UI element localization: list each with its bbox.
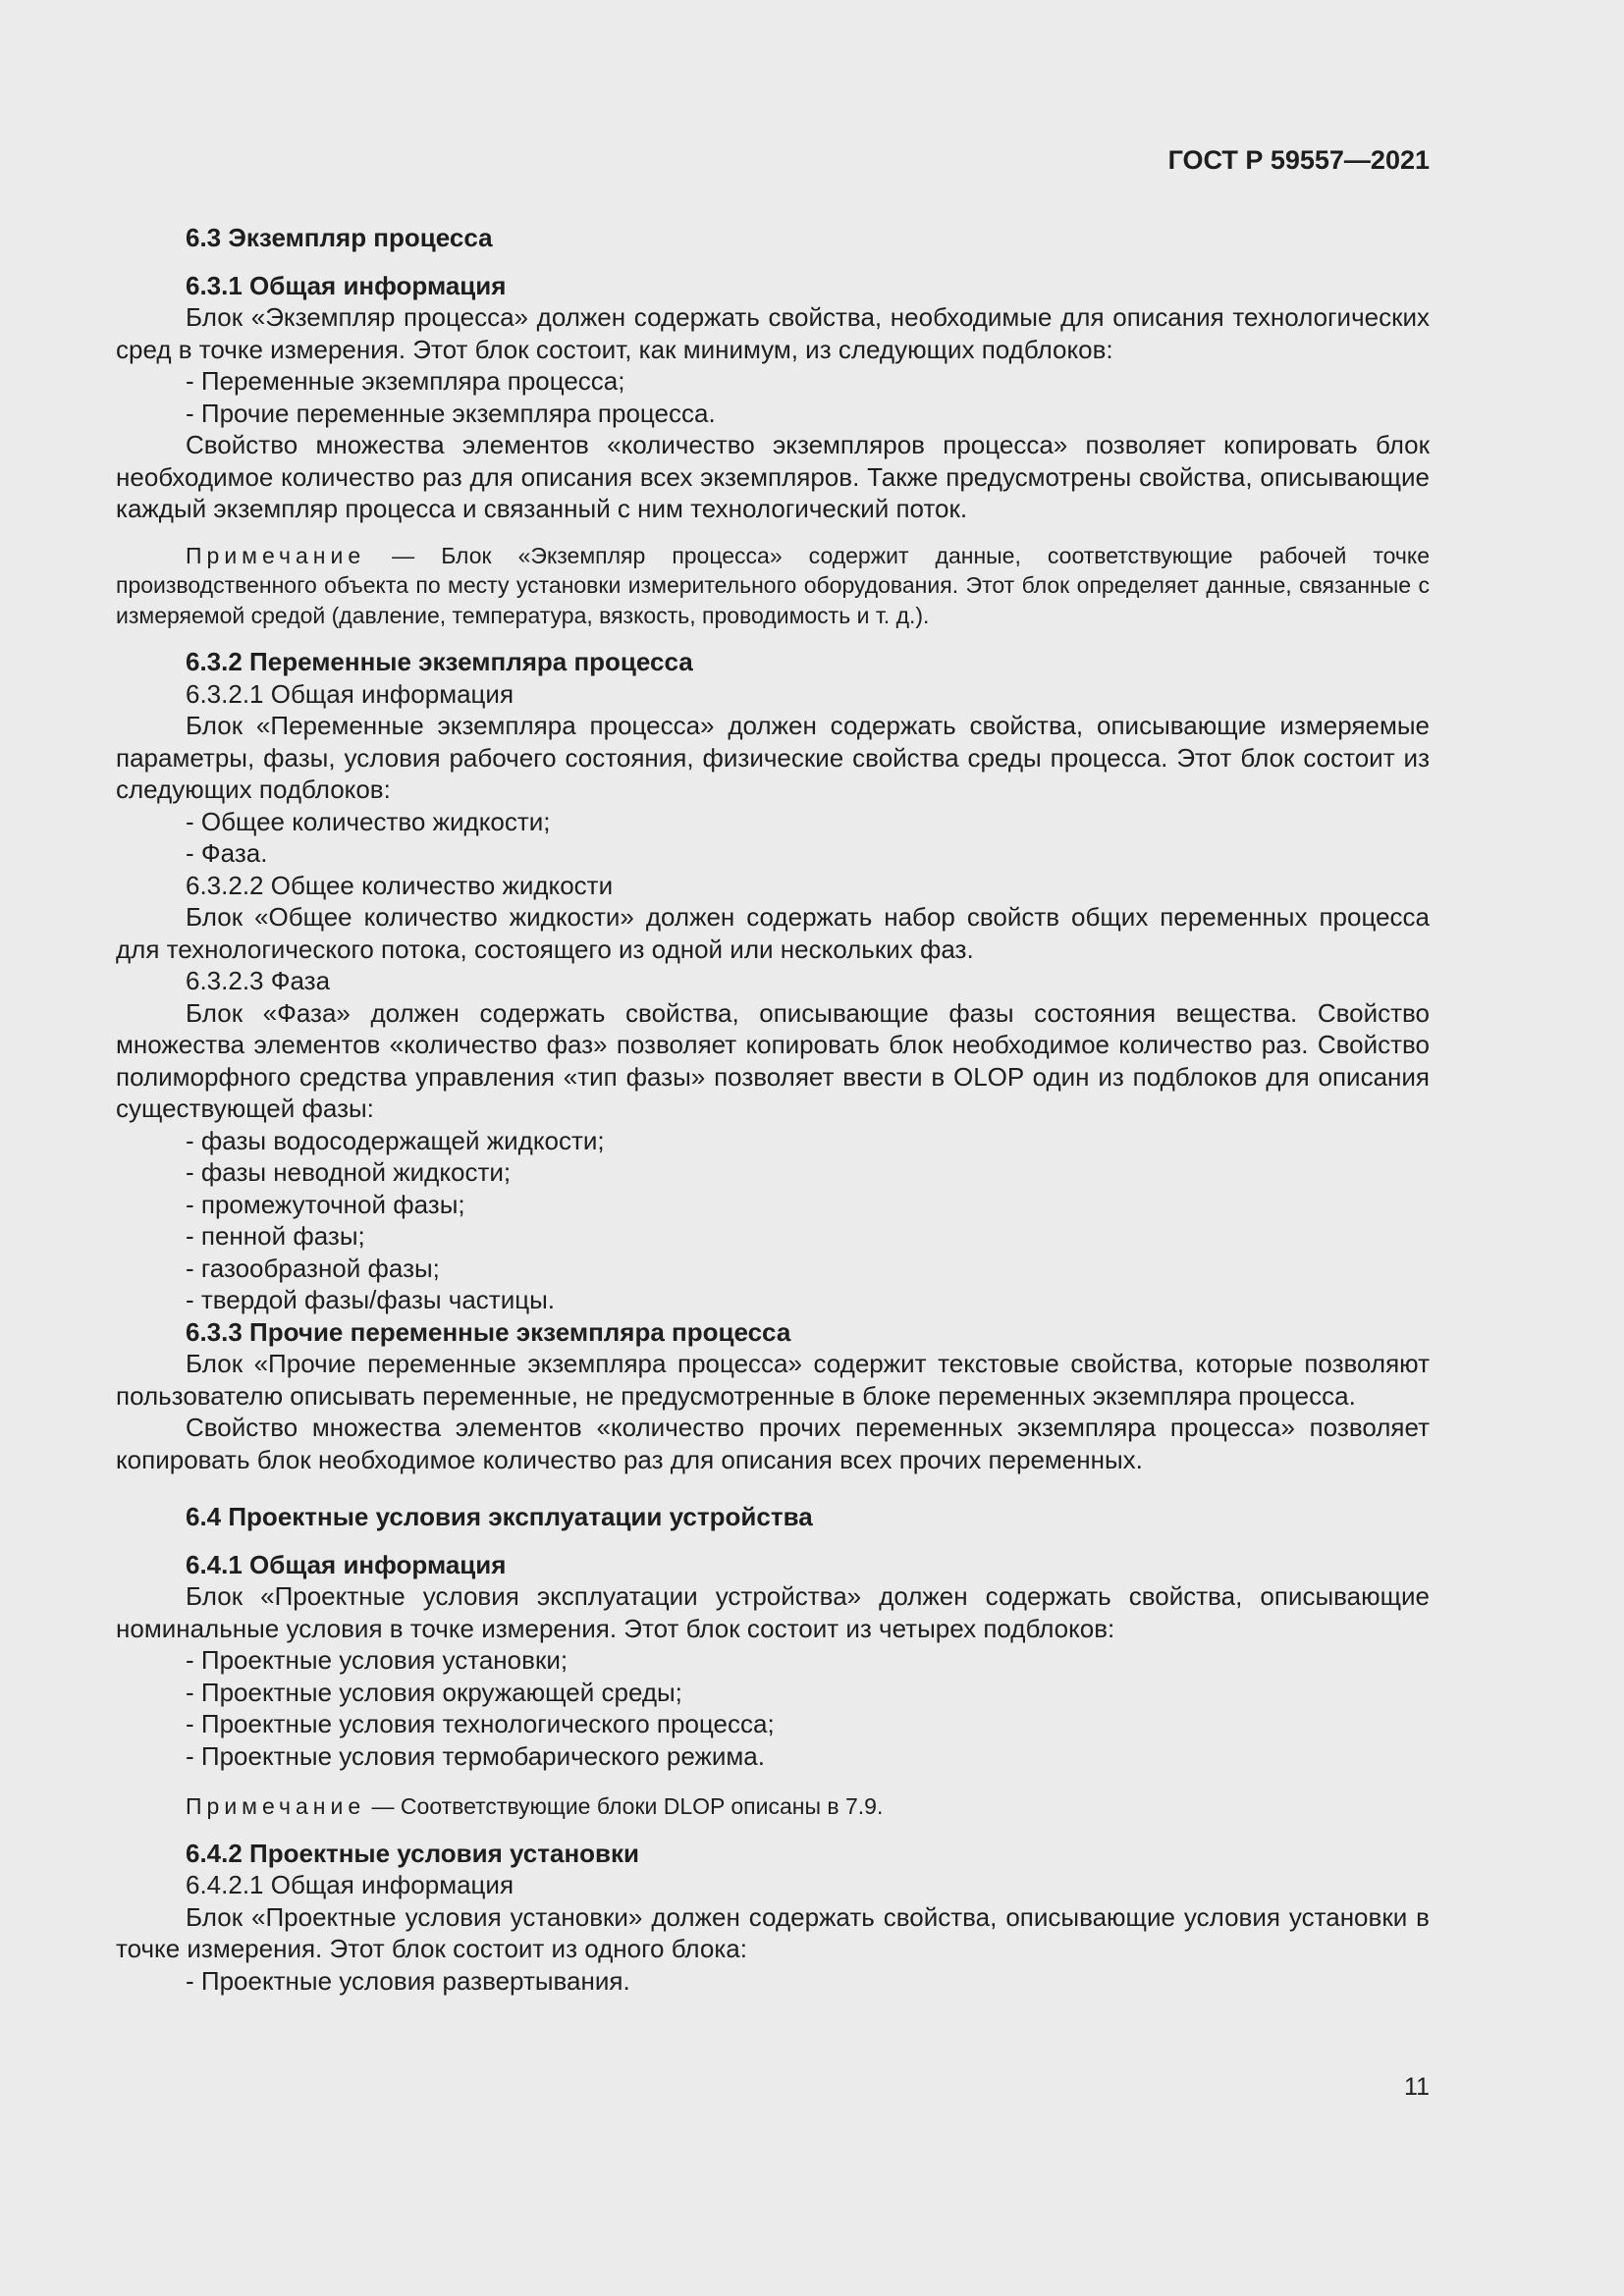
note [116,541,1430,631]
subsection-heading: 6.4.2 Проектные условия установки [186,1838,640,1868]
paragraph: Блок «Проектные условия установки» должен содержать свойства, описывающие условия установки в точке измерения. Этот блок состоит из одного блока: [116,1901,1430,1963]
paragraph: Свойство множества элементов «количество прочих переменных экземпляра процесса» позволяет копировать блок необходимое количество раз для описания всех прочих переменных. [116,1413,1430,1474]
list-item: - Общее количество жидкости; [186,806,551,836]
section-heading: 6.4 Проектные условия эксплуатации устройства [186,1502,813,1531]
subsection-heading: 6.3.3 Прочие переменные экземпляра процесса [186,1316,791,1347]
list-item: - промежуточной фазы; [186,1189,465,1219]
note-text: — Соответствующие блоки DLOP описаны в 7.9. [365,1793,884,1819]
subsection-heading: 6.3.2 Переменные экземпляра процесса [186,647,693,676]
list-item: - Проектные условия установки; [186,1645,568,1675]
section-heading: 6.3 Экземпляр процесса [186,223,493,252]
list-item: - Проектные условия развертывания. [186,1965,630,1996]
clause-heading: 6.3.2.1 Общая информация [186,678,514,709]
paragraph: Блок «Переменные экземпляра процесса» должен содержать свойства, описывающие измеряемые параметры, фазы, условия рабочего состояния, физические свойства среды процесса. Этот блок состоит из следующих подблоков: [116,711,1430,804]
page-content [116,222,1430,1997]
list-item: - фазы водосодержащей жидкости; [186,1125,605,1155]
note-label: Примечание [186,1793,366,1819]
list-item: - Прочие переменные экземпляра процесса. [186,398,716,428]
paragraph: Блок «Прочие переменные экземпляра процесса» содержит текстовые свойства, которые позволяют пользователю описывать переменные, не предусмотренные в блоке переменных экземпляра процесса. [116,1349,1430,1411]
note-text: — Блок «Экземпляр процесса» содержит данные, соответствующие рабочей точке производственного объекта по месту установки измерительного оборудования. Этот блок определяет данные, связанные с измеряемой средой (давление, температура, вязкость, проводимость и т. д.). [116,542,1430,628]
subsection-heading: 6.3.1 Общая информация [186,270,507,300]
paragraph: Блок «Фаза» должен содержать свойства, описывающие фазы состояния вещества. Свойство множества элементов «количество фаз» позволяет копировать блок необходимое количество раз. Свойство полиморфного средства управления «тип фазы» позволяет ввести в OLOP один из подблоков для описания существующей фазы: [116,997,1430,1123]
clause-heading: 6.3.2.2 Общее количество жидкости [186,870,614,900]
list-item: - пенной фазы; [186,1221,365,1251]
document-id: ГОСТ Р 59557—2021 [1167,145,1430,175]
paragraph: Блок «Экземпляр процесса» должен содержать свойства, необходимые для описания технологических сред в точке измерения. Этот блок состоит, как минимум, из следующих подблоков: [116,302,1430,364]
paragraph: Блок «Проектные условия эксплуатации устройства» должен содержать свойства, описывающие номинальные условия в точке измерения. Этот блок состоит из четырех подблоков: [116,1581,1430,1643]
list-item: - Проектные условия окружающей среды; [186,1677,682,1707]
list-item: - твердой фазы/фазы частицы. [186,1285,556,1314]
list-item: - Проектные условия технологического процесса; [186,1709,775,1738]
list-item: - Проектные условия термобарического режима. [186,1740,765,1771]
list-item: - газообразной фазы; [186,1253,440,1283]
paragraph: Свойство множества элементов «количество экземпляров процесса» позволяет копировать блок необходимое количество раз для описания всех экземпляров. Также предусмотрены свойства, описывающие каждый экземпляр процесса и связанный с ним технологический поток. [116,430,1430,523]
note-label: Примечание [186,542,366,568]
page-number: 11 [1404,2073,1430,2101]
clause-heading: 6.3.2.3 Фаза [186,966,331,995]
clause-heading: 6.4.2.1 Общая информация [186,1870,514,1899]
note [116,1791,1430,1822]
paragraph: Блок «Общее количество жидкости» должен содержать набор свойств общих переменных процесса для технологического потока, состоящего из одной или нескольких фаз. [116,902,1430,964]
list-item: - Переменные экземпляра процесса; [186,366,625,396]
list-item: - фазы неводной жидкости; [186,1157,512,1187]
list-item: - Фаза. [186,838,268,868]
subsection-heading: 6.4.1 Общая информация [186,1549,507,1579]
